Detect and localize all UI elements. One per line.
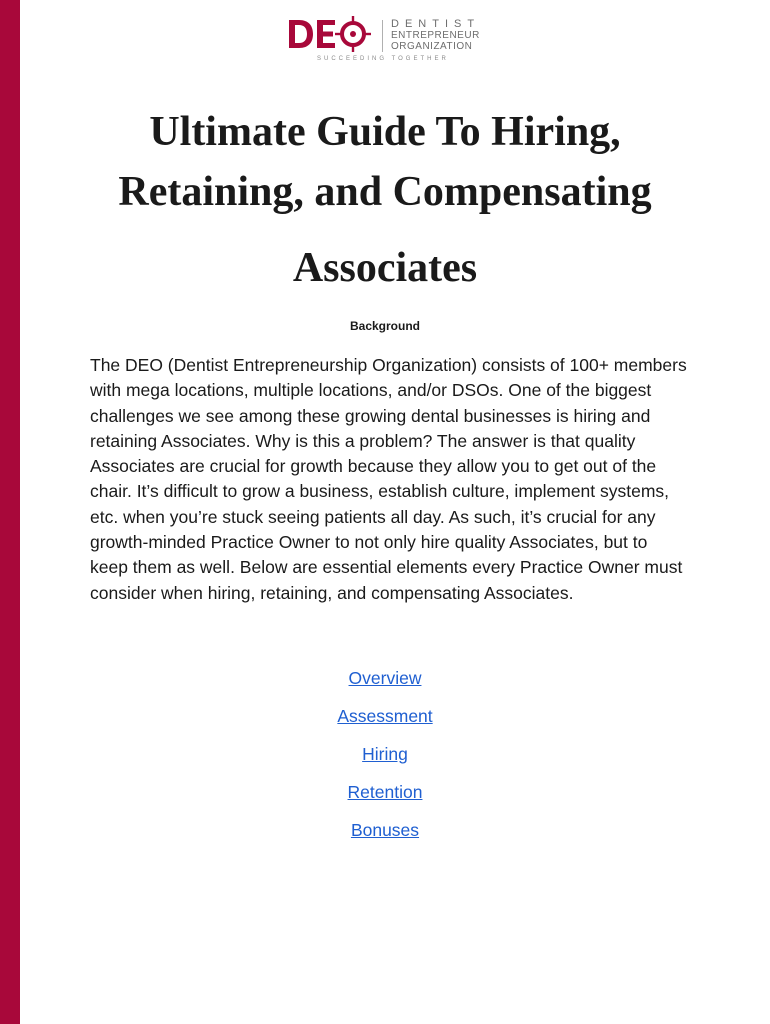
logo-wordmark: [391, 19, 480, 52]
toc-item-retention: [0, 778, 770, 816]
toc-item-hiring: [0, 740, 770, 778]
title-line-1: Ultimate Guide To Hiring,: [149, 109, 621, 155]
logo-word-organization: ORGANIZATION: [391, 41, 473, 52]
toc-link-retention[interactable]: Retention: [347, 782, 423, 802]
section-heading-background: Background: [349, 319, 420, 333]
toc-item-bonuses: [0, 816, 770, 854]
logo-divider: [382, 20, 383, 52]
document-title: [60, 102, 710, 298]
title-line-3: Associates: [292, 245, 478, 291]
toc-link-hiring[interactable]: Hiring: [362, 744, 408, 764]
title-line-2: Retaining, and Compensating: [118, 169, 652, 215]
deo-logo: [287, 14, 487, 66]
table-of-contents: [0, 664, 770, 854]
logo-word-dentist: DENTIST: [391, 18, 481, 30]
toc-item-overview: [0, 664, 770, 702]
toc-link-overview[interactable]: Overview: [348, 668, 422, 688]
toc-item-assessment: [0, 702, 770, 740]
deo-logo-mark: [287, 14, 377, 56]
toc-link-bonuses[interactable]: Bonuses: [350, 820, 420, 840]
logo-tagline: SUCCEEDING TOGETHER: [317, 56, 449, 62]
toc-link-assessment[interactable]: Assessment: [337, 706, 433, 726]
left-accent-bar: [0, 0, 20, 1024]
logo-word-entrepreneur: ENTREPRENEUR: [391, 30, 480, 41]
background-paragraph: The DEO (Dentist Entrepreneurship Organization) consists of 100+ members with mega locations, multiple locations, and/or DSOs. One of the biggest challenges we see among these growing dental businesses is hiring and retaining Associates. Why is this a problem? The answer is that quality Associates are crucial for growth because they allow you to get out of the chair. It’s difficult to grow a business, establish culture, implement systems, etc. when you’re stuck seeing patients all day. As such, it’s crucial for any growth-minded Practice Owner to not only hire quality Associates, but to keep them as well. Below are essential elements every Practice Owner must consider when hiring, retaining, and compensating Associates.: [90, 355, 687, 603]
